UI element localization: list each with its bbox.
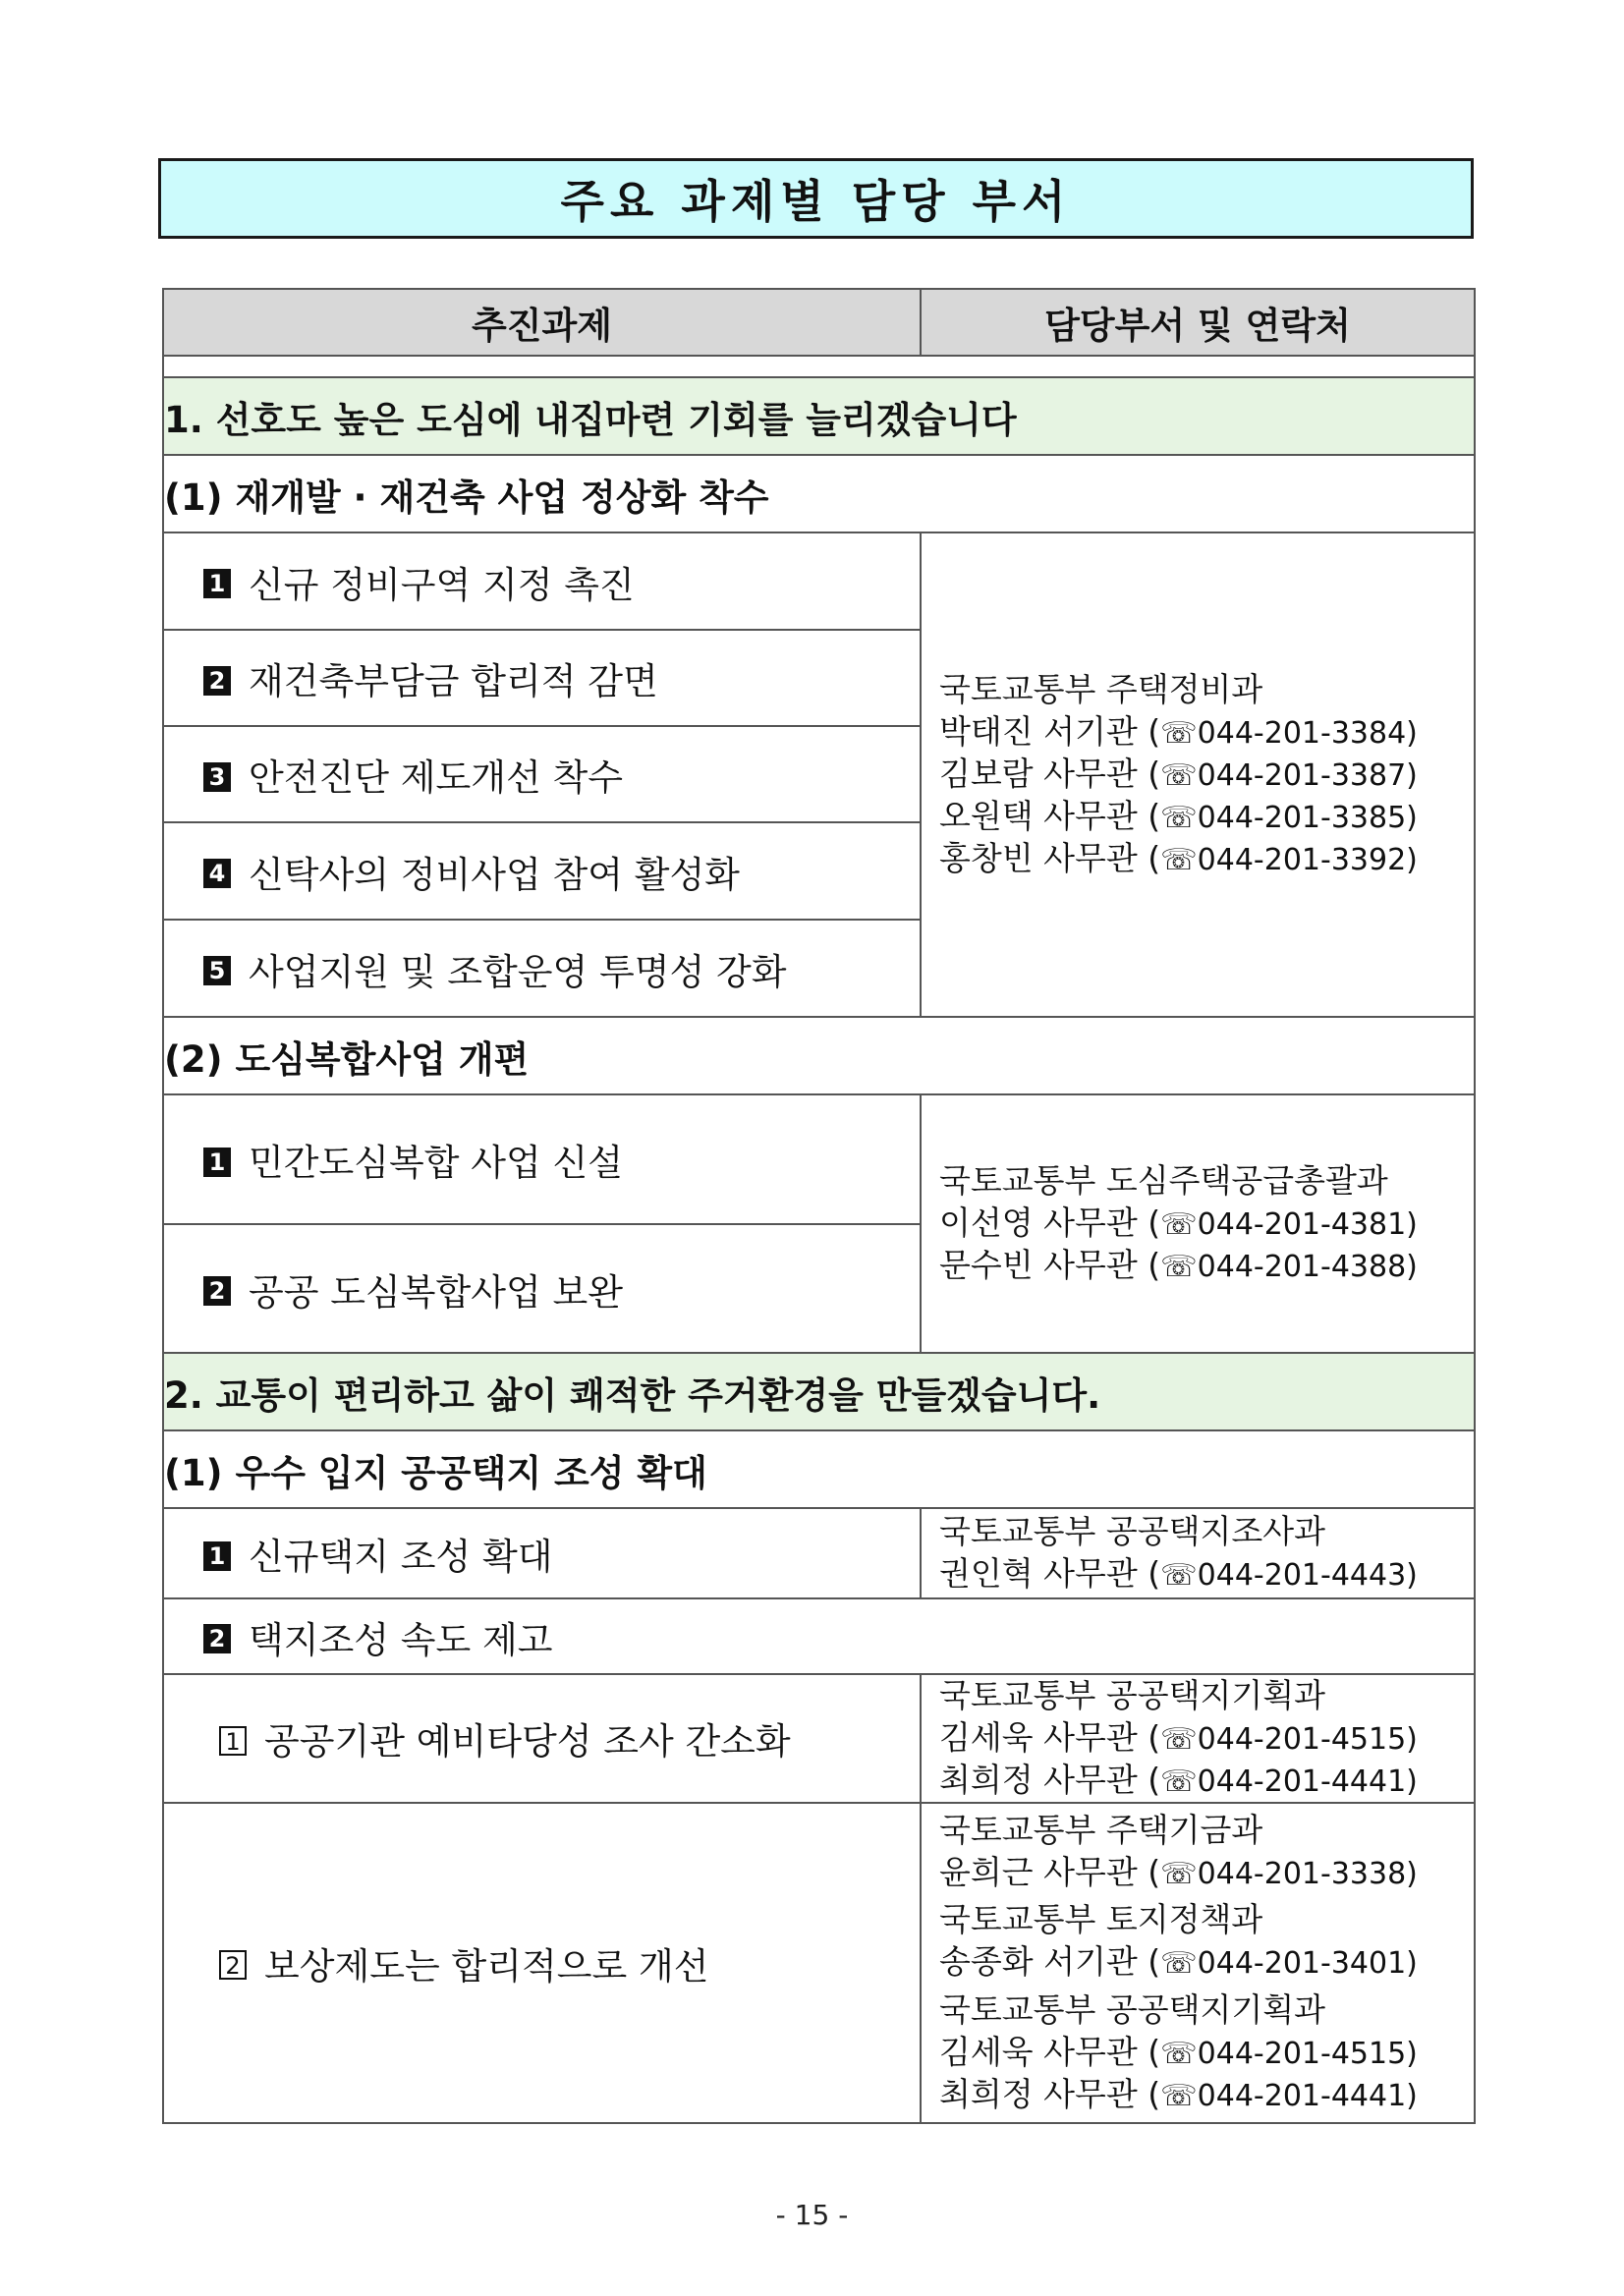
contact-person: 문수빈 사무관 (☏044-201-4388) — [939, 1245, 1418, 1284]
dept-name: 국토교통부 공공택지기획과 — [939, 1676, 1326, 1714]
contact-group — [939, 1899, 1474, 1984]
task-item — [163, 726, 921, 822]
phone-icon: ☏ — [1160, 842, 1198, 877]
task-table — [162, 288, 1476, 2124]
contact-person: 최희정 사무관 (☏044-201-4441) — [939, 1760, 1418, 1799]
section-2-row — [163, 1353, 1475, 1430]
number-badge: 1 — [203, 1541, 231, 1571]
dept-name: 국토교통부 공공택지조사과 — [939, 1512, 1326, 1551]
task-row — [163, 1598, 1475, 1674]
phone-icon: ☏ — [1160, 2079, 1198, 2114]
task-row — [163, 1803, 1475, 2123]
number-box: 1 — [219, 1726, 247, 1756]
task-row — [163, 1674, 1475, 1803]
contact-person: 최희정 사무관 (☏044-201-4441) — [939, 2075, 1418, 2114]
contact-group — [939, 1989, 1474, 2116]
task-item — [163, 1598, 1475, 1674]
task-text: 사업지원 및 조합운영 투명성 강화 — [249, 950, 787, 993]
subsection-row — [163, 455, 1475, 532]
task-text: 보상제도는 합리적으로 개선 — [264, 1944, 709, 1988]
contact-person: 권인혁 사무관 (☏044-201-4443) — [939, 1554, 1418, 1593]
task-item — [163, 532, 921, 630]
section-1-row — [163, 377, 1475, 455]
task-text: 신탁사의 정비사업 참여 활성화 — [249, 853, 740, 896]
subsection-title: (1) 우수 입지 공공택지 조성 확대 — [163, 1430, 1475, 1508]
table-header-row — [163, 289, 1475, 356]
number-box: 2 — [219, 1950, 247, 1980]
page-title-box — [158, 158, 1474, 239]
subsection-row — [163, 1017, 1475, 1094]
phone-icon: ☏ — [1160, 2037, 1198, 2072]
contact-group — [939, 1810, 1474, 1894]
task-text: 신규 정비구역 지정 촉진 — [249, 563, 635, 606]
contact-person: 김보람 사무관 (☏044-201-3387) — [939, 755, 1418, 794]
task-text: 재건축부담금 합리적 감면 — [249, 660, 658, 702]
dept-name: 국토교통부 토지정책과 — [939, 1900, 1263, 1939]
number-badge: 5 — [203, 956, 231, 985]
number-badge: 2 — [203, 1276, 231, 1306]
number-badge: 2 — [203, 666, 231, 696]
task-text: 안전진단 제도개선 착수 — [249, 756, 623, 799]
dept-name: 국토교통부 주택기금과 — [939, 1810, 1263, 1849]
task-item — [163, 1224, 921, 1353]
number-badge: 3 — [203, 762, 231, 792]
phone-icon: ☏ — [1160, 1764, 1198, 1799]
phone-icon: ☏ — [1160, 716, 1198, 752]
header-contact: 담당부서 및 연락처 — [921, 289, 1475, 356]
subsection-title: (2) 도심복합사업 개편 — [163, 1017, 1475, 1094]
contact-person: 송종화 서기관 (☏044-201-3401) — [939, 1942, 1418, 1982]
number-badge: 1 — [203, 1148, 231, 1177]
task-text: 신규택지 조성 확대 — [249, 1536, 553, 1578]
page-number: - 15 - — [775, 2199, 849, 2231]
task-text: 공공 도심복합사업 보완 — [249, 1270, 623, 1314]
task-item — [163, 1094, 921, 1224]
contact-person: 윤희근 사무관 (☏044-201-3338) — [939, 1852, 1418, 1891]
contact-person: 오원택 사무관 (☏044-201-3385) — [939, 796, 1418, 835]
header-task: 추진과제 — [163, 289, 921, 356]
task-text: 공공기관 예비타당성 조사 간소화 — [264, 1720, 791, 1764]
contact-person: 김세욱 사무관 (☏044-201-4515) — [939, 2033, 1418, 2072]
task-row — [163, 1508, 1475, 1598]
phone-icon: ☏ — [1160, 1558, 1198, 1593]
phone-icon: ☏ — [1160, 1721, 1198, 1757]
phone-icon: ☏ — [1160, 1249, 1198, 1284]
dept-name: 국토교통부 도심주택공급총괄과 — [939, 1161, 1388, 1201]
task-item — [163, 822, 921, 920]
section-title: 2. 교통이 편리하고 삶이 쾌적한 주거환경을 만들겠습니다. — [163, 1353, 1475, 1430]
phone-icon: ☏ — [1160, 758, 1198, 794]
dept-name: 국토교통부 주택정비과 — [939, 670, 1263, 709]
task-item — [163, 920, 921, 1017]
contact-cell — [921, 532, 1475, 1017]
contact-cell — [921, 1508, 1475, 1598]
contact-person: 김세욱 사무관 (☏044-201-4515) — [939, 1717, 1418, 1757]
contact-person: 이선영 사무관 (☏044-201-4381) — [939, 1204, 1418, 1243]
contact-cell — [921, 1803, 1475, 2123]
number-badge: 1 — [203, 569, 231, 598]
contact-cell — [921, 1674, 1475, 1803]
dept-name: 국토교통부 공공택지기획과 — [939, 1990, 1326, 2030]
page-title: 주요 과제별 담당 부서 — [560, 175, 1072, 228]
spacer-row — [163, 356, 1475, 377]
number-badge: 2 — [203, 1624, 231, 1653]
section-title: 1. 선호도 높은 도심에 내집마련 기회를 늘리겠습니다 — [163, 377, 1475, 455]
phone-icon: ☏ — [1160, 1946, 1198, 1982]
phone-icon: ☏ — [1160, 800, 1198, 835]
task-text: 택지조성 속도 제고 — [249, 1618, 553, 1661]
contact-cell — [921, 1094, 1475, 1353]
contact-person: 홍창빈 사무관 (☏044-201-3392) — [939, 838, 1418, 877]
task-subitem — [163, 1674, 921, 1803]
subsection-row — [163, 1430, 1475, 1508]
task-text: 민간도심복합 사업 신설 — [249, 1142, 623, 1184]
phone-icon: ☏ — [1160, 1856, 1198, 1891]
task-row — [163, 532, 1475, 630]
subsection-title: (1) 재개발 · 재건축 사업 정상화 착수 — [163, 455, 1475, 532]
task-row — [163, 1094, 1475, 1224]
contact-person: 박태진 서기관 (☏044-201-3384) — [939, 712, 1418, 752]
task-subitem — [163, 1803, 921, 2123]
task-item — [163, 1508, 921, 1598]
phone-icon: ☏ — [1160, 1207, 1198, 1243]
number-badge: 4 — [203, 859, 231, 888]
task-item — [163, 630, 921, 726]
